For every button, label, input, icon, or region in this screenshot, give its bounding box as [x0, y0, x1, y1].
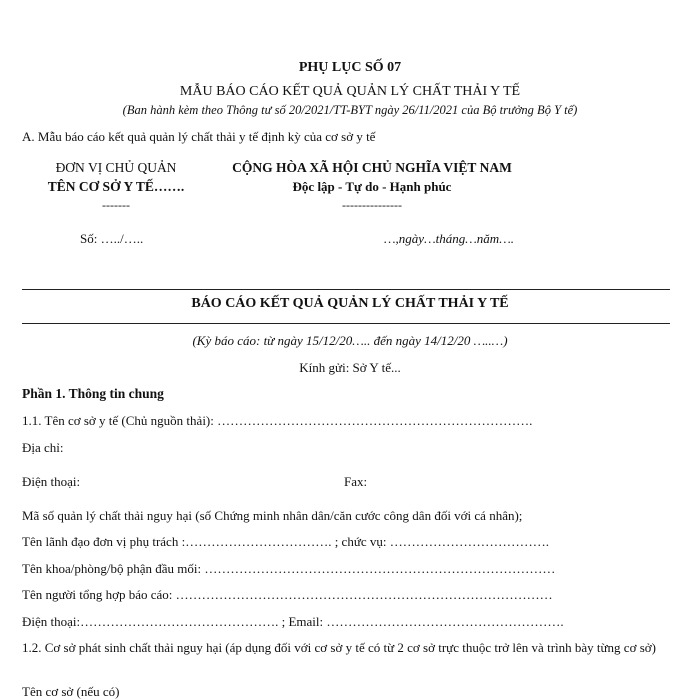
- facility-name-line: Tên cơ sở (nếu có): [22, 684, 120, 699]
- item-1-1: 1.1. Tên cơ sở y tế (Chủ nguồn thải): ……………………………………………………………….: [22, 413, 533, 428]
- compiler-line: Tên người tổng hợp báo cáo: ……………………………………………………………………………: [22, 587, 553, 602]
- appendix-number: PHỤ LỤC SỐ 07: [298, 60, 402, 75]
- document-number: Số: …../…..: [80, 231, 144, 246]
- section-a-heading: A. Mẫu báo cáo kết quả quản lý chất thải y tế định kỳ của cơ sở y tế: [22, 129, 376, 144]
- recipient: Kính gửi: Sở Y tế...: [299, 360, 401, 375]
- part1-heading: Phần 1. Thông tin chung: [22, 386, 164, 401]
- phone-email-line: Điện thoại:………………………………………. ; Email: ……………………………………………….: [22, 614, 564, 629]
- form-title: MẪU BÁO CÁO KẾT QUẢ QUẢN LÝ CHẤT THẢI Y TẾ: [179, 84, 521, 99]
- top-rule: [22, 289, 670, 290]
- issued-note: (Ban hành kèm theo Thông tư số 20/2021/TT-BYT ngày 26/11/2021 của Bộ trưởng Bộ Y tế): [122, 103, 578, 117]
- report-period: (Kỳ báo cáo: từ ngày 15/12/20….. đến ngày 14/12/20 …..…): [192, 333, 508, 348]
- right-separator: ---------------: [342, 198, 402, 212]
- fax-label: Fax:: [344, 474, 368, 489]
- left-separator: -------: [102, 198, 130, 212]
- item-1-2: 1.2. Cơ sở phát sinh chất thải nguy hại (áp dụng đối với cơ sở y tế có từ 2 cơ sở trực thuộc trở lên và trình bày từng cơ sở): [22, 640, 656, 655]
- national-title: CỘNG HÒA XÃ HỘI CHỦ NGHĨA VIỆT NAM: [232, 160, 512, 175]
- date-line: …,ngày…tháng…năm….: [384, 231, 515, 246]
- phone-label: Điện thoại:: [22, 474, 81, 489]
- address-label: Địa chỉ:: [22, 440, 64, 455]
- management-code-line: Mã số quản lý chất thải nguy hại (số Chứng minh nhân dân/căn cước công dân đối với cá nhân);: [22, 508, 523, 523]
- national-motto: Độc lập - Tự do - Hạnh phúc: [292, 179, 452, 194]
- facility-name-header: TÊN CƠ SỞ Y TẾ…….: [47, 179, 185, 194]
- managing-unit: ĐƠN VỊ CHỦ QUẢN: [55, 160, 177, 175]
- report-title: BÁO CÁO KẾT QUẢ QUẢN LÝ CHẤT THẢI Y TẾ: [191, 296, 509, 311]
- leader-line: Tên lãnh đạo đơn vị phụ trách :……………………………. ; chức vụ: ……………………………….: [22, 534, 550, 549]
- department-line: Tên khoa/phòng/bộ phận đầu mối: ………………………………………………………………………: [22, 561, 556, 576]
- bottom-rule: [22, 323, 670, 324]
